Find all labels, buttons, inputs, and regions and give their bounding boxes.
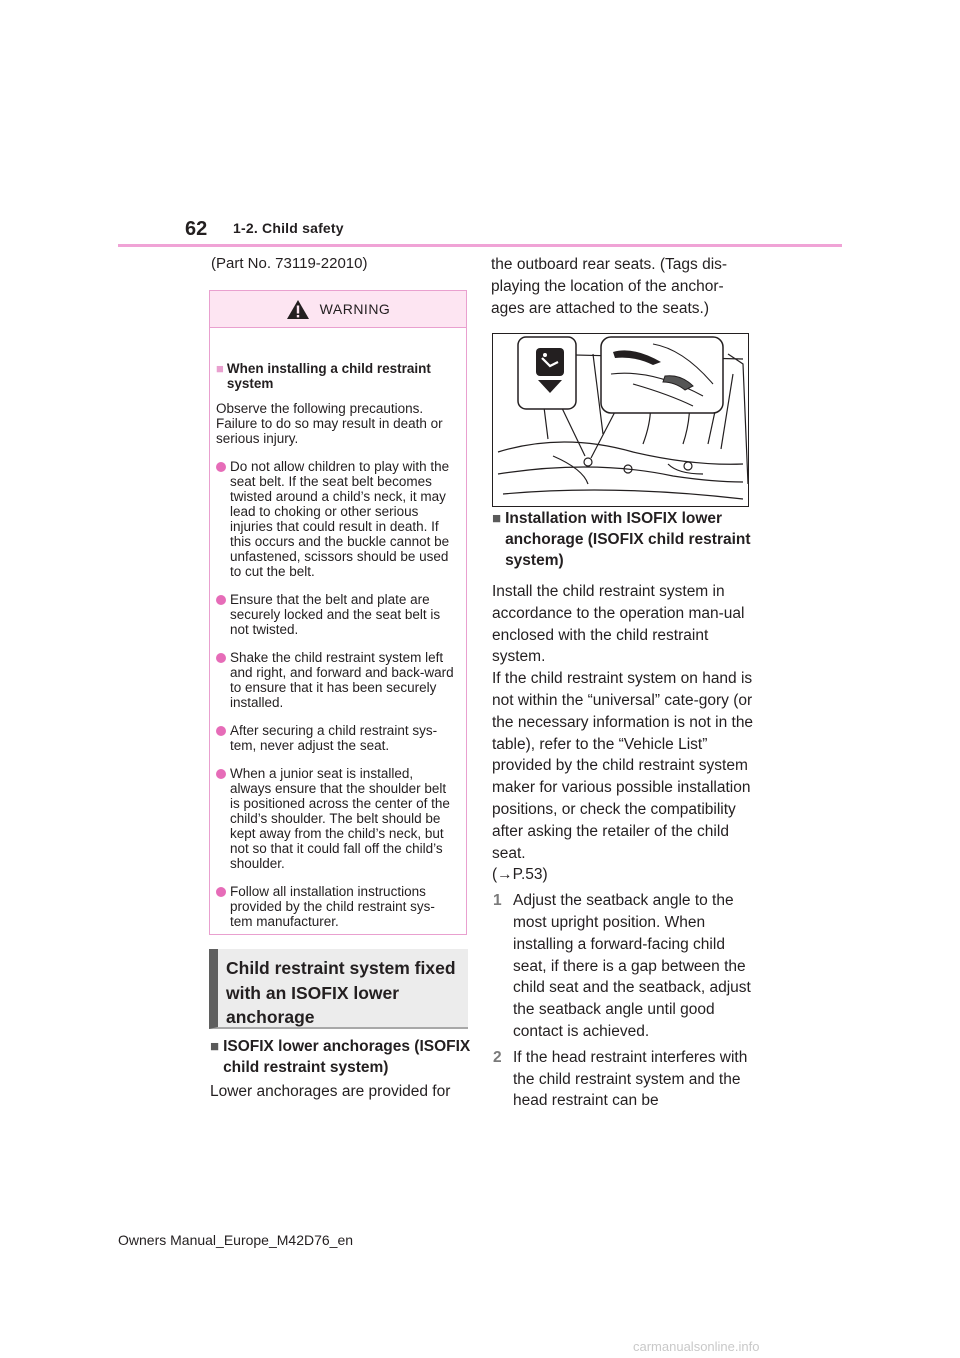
page-number: 62 — [185, 218, 208, 240]
subheading-text: Installation with ISOFIX lower anchorage (ISOFIX child restraint system) — [505, 510, 751, 569]
warning-bullet — [216, 723, 456, 753]
step-item — [492, 1047, 754, 1112]
warning-bullet-text: Do not allow children to play with the seat belt. If the seat belt becomes twisted around a child’s neck, it may lead to choking or other serious injuries that could result in death. If this occurs and the buckle cannot be unfastened, scissors should be used to cut the belt. — [230, 459, 450, 579]
installation-paragraph: Install the child restraint system in accordance to the operation man-ual enclosed with the child restraint system. If the child restraint system on hand is not within the “universal” cate-gory (or the necessary information is not in the table), refer to the “Vehicle List” provided by the child restraint system maker for various possible installation positions, or check the compatibility after asking the retailer of the child seat. (→P.53) — [492, 583, 754, 884]
warning-bullet — [216, 592, 456, 637]
warning-triangle-icon — [286, 299, 310, 320]
warning-bullet — [216, 884, 456, 929]
isofix-anchorage-illustration — [492, 333, 749, 507]
warning-bullet — [216, 766, 456, 871]
step-text: Adjust the seatback angle to the most upright position. When installing a forward-facing child seat, if there is a gap between the child seat and the seatback, adjust the seatback angle until good contact is achieved. — [513, 892, 751, 1040]
body-paragraph: Lower anchorages are provided for — [210, 1083, 451, 1100]
bullet-dot-icon — [216, 462, 226, 472]
warning-bullet-text: Shake the child restraint system left and right, and forward and back-ward to ensure that it has been securely installed. — [230, 650, 454, 710]
section-title: 1-2. Child safety — [233, 220, 344, 236]
part-number: (Part No. 73119-22010) — [211, 255, 368, 272]
square-bullet-icon: ■ — [492, 510, 502, 527]
bullet-dot-icon — [216, 595, 226, 605]
warning-bullet-text: Ensure that the belt and plate are securely locked and the seat belt is not twisted. — [230, 592, 441, 637]
warning-intro: Observe the following precautions. Failure to do so may result in death or serious injury. — [216, 401, 443, 446]
bullet-dot-icon — [216, 887, 226, 897]
warning-bullet-text: When a junior seat is installed, always ensure that the shoulder belt is positioned across the center of the child’s shoulder. The belt should be kept away from the child’s neck, but not so that it could fall off the child’s shoulder. — [230, 766, 450, 871]
header-divider — [118, 244, 842, 247]
step-text: If the head restraint interferes with the child restraint system and the head restraint can be — [513, 1048, 748, 1110]
warning-heading-text: When installing a child restraint system — [226, 361, 431, 391]
square-bullet-icon: ■ — [210, 1038, 220, 1055]
subheading-installation — [492, 508, 752, 571]
step-item — [492, 890, 754, 1043]
body-paragraph-continued: the outboard rear seats. (Tags dis-playing the location of the anchor-ages are attached to the seats.) — [491, 256, 728, 317]
warning-heading — [216, 361, 456, 391]
warning-header — [210, 291, 466, 328]
step-number: 2 — [493, 1048, 502, 1066]
watermark: carmanualsonline.info — [633, 1339, 760, 1354]
bullet-dot-icon — [216, 653, 226, 663]
rear-seat-illustration — [493, 334, 748, 506]
warning-bullet — [216, 650, 456, 710]
warning-bullet — [216, 459, 456, 579]
warning-bullet-text: After securing a child restraint sys-tem, never adjust the seat. — [230, 723, 438, 753]
step-number: 1 — [493, 892, 502, 910]
warning-bullet-text: Follow all installation instructions provided by the child restraint sys-tem manufacturer. — [230, 884, 435, 929]
warning-box — [209, 290, 467, 935]
warning-title: WARNING — [319, 301, 391, 317]
bullet-dot-icon — [216, 726, 226, 736]
subheading-lower-anchorages — [210, 1036, 472, 1078]
footer-document-id: Owners Manual_Europe_M42D76_en — [118, 1232, 354, 1248]
bullet-dot-icon — [216, 769, 226, 779]
subheading-text: ISOFIX lower anchorages (ISOFIX child restraint system) — [223, 1038, 471, 1076]
section-heading: Child restraint system fixed with an ISOFIX lower anchorage — [209, 949, 468, 1029]
square-bullet-icon: ■ — [216, 361, 224, 376]
installation-section — [492, 581, 754, 1112]
